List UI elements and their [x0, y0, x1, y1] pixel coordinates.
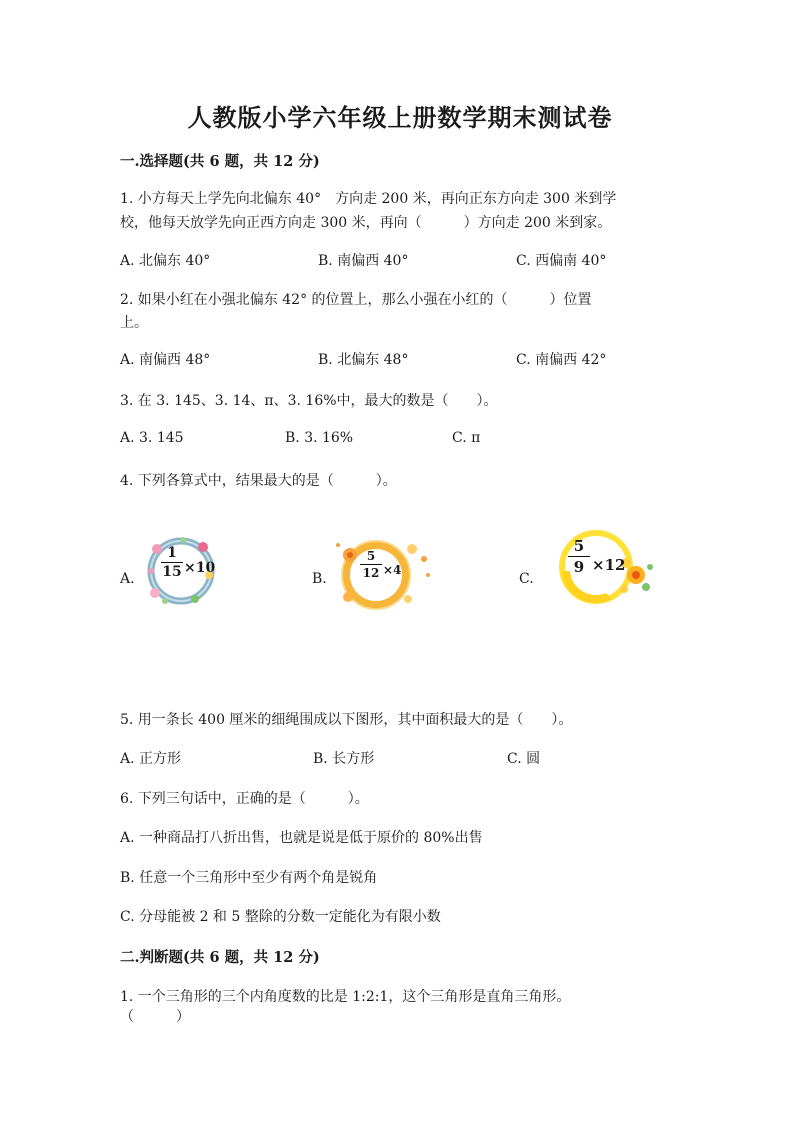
fraction-b-numerator: 5: [366, 549, 376, 563]
fraction-a-operator: ×10: [184, 560, 216, 576]
question-5-option-b[interactable]: B. 长方形: [313, 751, 375, 767]
question-1-line-2: 校，他每天放学先向正西方向走 300 米，再向（ ）方向走 200 米到家。: [120, 215, 612, 231]
question-1-option-a[interactable]: A. 北偏东 40°: [120, 253, 211, 269]
question-4-option-b-badge[interactable]: [328, 535, 436, 610]
question-2-option-b[interactable]: B. 北偏东 48°: [318, 352, 409, 368]
question-4-line-1: 4. 下列各算式中，结果最大的是（ ）。: [120, 473, 397, 489]
question-6-line-1: 6. 下列三句话中，正确的是（ ）。: [120, 791, 369, 807]
question-5-line-1: 5. 用一条长 400 厘米的细绳围成以下图形，其中面积最大的是（ ）。: [120, 712, 573, 728]
question-3-line-1: 3. 在 3. 145、3. 14、π、3. 16%中，最大的数是（ ）。: [120, 393, 498, 409]
question-4-option-c-badge[interactable]: [552, 527, 656, 607]
judgment-1-line-2[interactable]: （ ）: [120, 1009, 190, 1025]
question-5-option-a[interactable]: A. 正方形: [120, 751, 182, 767]
question-2-option-c[interactable]: C. 南偏西 42°: [516, 352, 607, 368]
fraction-b-operator: ×4: [383, 563, 402, 577]
fraction-a-numerator: 1: [167, 545, 177, 561]
question-2-option-a[interactable]: A. 南偏西 48°: [120, 352, 211, 368]
fraction-b-denominator: 12: [362, 566, 380, 580]
question-6-option-c[interactable]: C. 分母能被 2 和 5 整除的分数一定能化为有限小数: [120, 909, 441, 925]
question-1-line-1: 1. 小方每天上学先向北偏东 40° 方向走 200 米，再向正东方向走 300 米到学: [120, 191, 617, 207]
fraction-a-denominator: 15: [162, 564, 182, 580]
question-4-option-a-badge[interactable]: [143, 535, 225, 607]
flower-badge-icon: [328, 535, 436, 610]
fraction-c-denominator: 9: [573, 558, 585, 576]
question-5-option-c[interactable]: C. 圆: [507, 751, 541, 767]
question-3-option-b[interactable]: B. 3. 16%: [285, 430, 354, 446]
question-4-option-b-label[interactable]: B.: [312, 571, 327, 587]
fraction-c-numerator: 5: [573, 537, 585, 555]
question-3-option-a[interactable]: A. 3. 145: [120, 430, 184, 446]
question-1-option-c[interactable]: C. 西偏南 40°: [516, 253, 607, 269]
question-3-option-c[interactable]: C. π: [452, 430, 481, 446]
judgment-1-line-1: 1. 一个三角形的三个内角度数的比是 1:2:1，这个三角形是直角三角形。: [120, 989, 571, 1005]
question-6-option-b[interactable]: B. 任意一个三角形中至少有两个角是锐角: [120, 870, 378, 886]
section-heading-choice: 一.选择题(共 6 题，共 12 分): [120, 153, 320, 170]
question-6-option-a[interactable]: A. 一种商品打八折出售，也就是说是低于原价的 80%出售: [120, 830, 483, 846]
page-title: 人教版小学六年级上册数学期末测试卷: [187, 103, 613, 132]
fraction-c-operator: ×12: [592, 556, 626, 574]
question-1-option-b[interactable]: B. 南偏西 40°: [318, 253, 409, 269]
question-2-line-2: 上。: [120, 315, 148, 331]
question-4-option-c-label[interactable]: C.: [519, 571, 534, 587]
section-heading-judgment: 二.判断题(共 6 题，共 12 分): [120, 949, 320, 966]
question-2-line-1: 2. 如果小红在小强北偏东 42° 的位置上，那么小强在小红的（ ）位置: [120, 292, 592, 308]
question-4-option-a-label[interactable]: A.: [120, 571, 135, 587]
